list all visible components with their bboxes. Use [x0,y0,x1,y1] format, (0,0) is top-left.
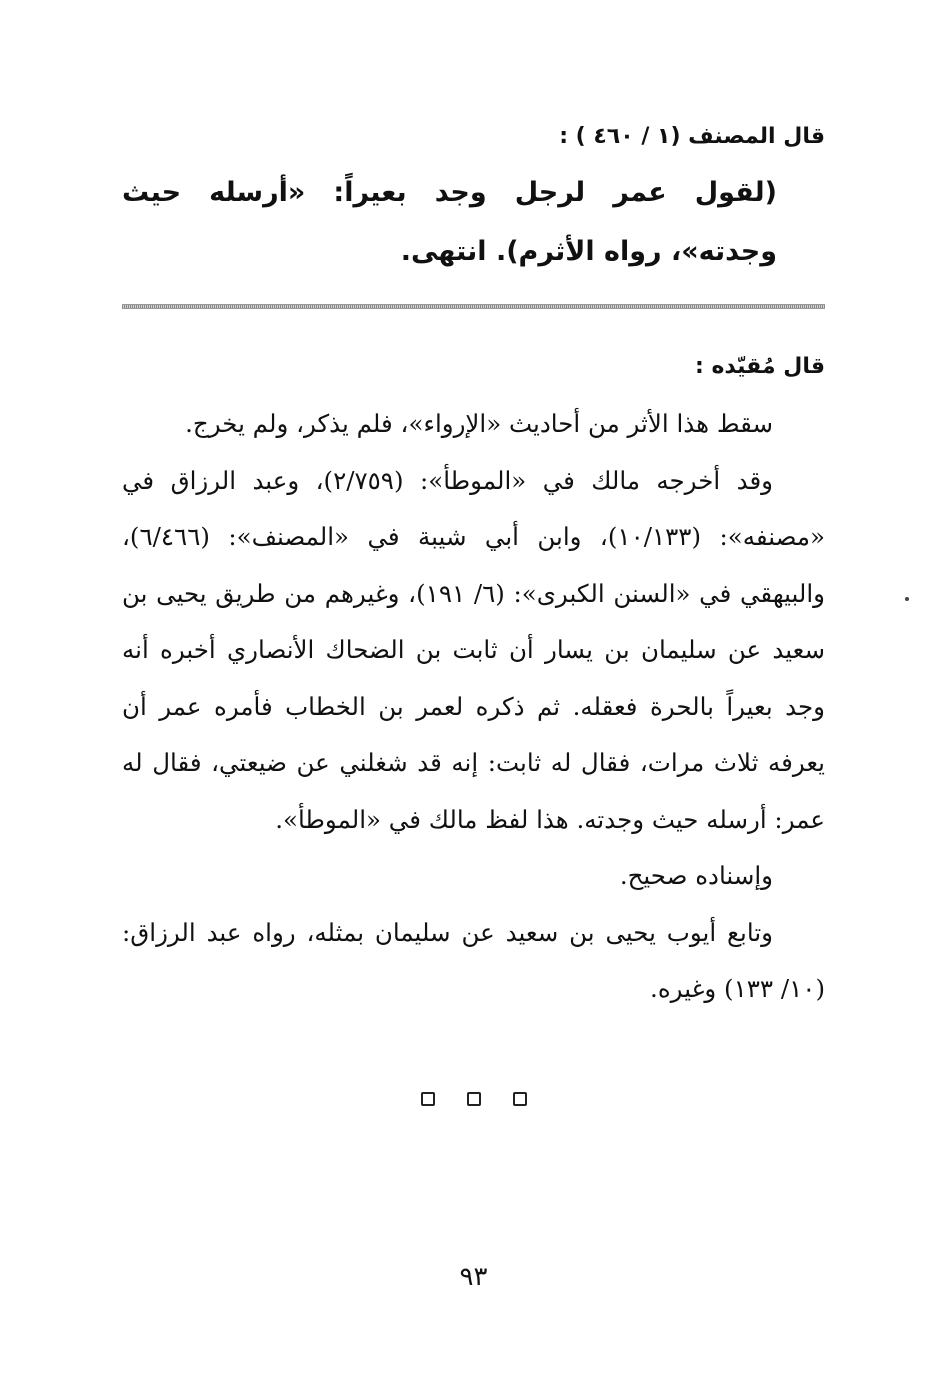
page-number: ٩٣ [459,1262,488,1292]
section-end-ornament [0,1092,947,1106]
paragraph-isnad: وإسناده صحيح. [619,861,773,890]
square-ornament-icon [421,1092,435,1106]
quoted-text: (لقول عمر لرجل وجد بعيراً: «أرسله حيث وجدته»، رواه الأثرم). انتهى. [122,177,777,267]
paragraph-takhrij: وقد أخرجه مالك في «الموطأ»: (٢/٧٥٩)، وعبد الرزاق في «مصنفه»: (١٠/١٣٣)، وابن أبي شيبة في «المصنف»: (٦/٤٦٦)، والبيهقي في «السنن الكبرى»: (٦/ ١٩١)، وغيرهم من طريق يحيى بن سعيد عن سليمان بن يسار أن ثابت بن الضحاك الأنصاري أخبره أنه وجد بعيراً بالحرة فعقله. ثم ذكره لعمر بن الخطاب فأمره عمر أن يعرفه ثلاث مرات، فقال له ثابت: إنه قد شغلني عن ضيعتي، فقال له عمر: أرسله حيث وجدته. هذا لفظ مالك في «الموطأ». [122,465,825,834]
square-ornament-icon [467,1092,481,1106]
commentator-heading: قال مُقيّده : [694,354,825,379]
section-divider [122,304,825,309]
paragraph-mutabaah: وتابع أيوب يحيى بن سعيد عن سليمان بمثله، رواه عبد الرزاق: (١٠/ ١٣٣) وغيره. [122,917,825,1003]
commentary-body [122,396,825,1018]
paragraph-missing-note: سقط هذا الأثر من أحاديث «الإرواء»، فلم يذكر، ولم يخرج. [185,409,773,438]
scan-speck [905,597,909,601]
author-heading: قال المصنف (١ / ٤٦٠ ) : [559,124,825,149]
square-ornament-icon [513,1092,527,1106]
